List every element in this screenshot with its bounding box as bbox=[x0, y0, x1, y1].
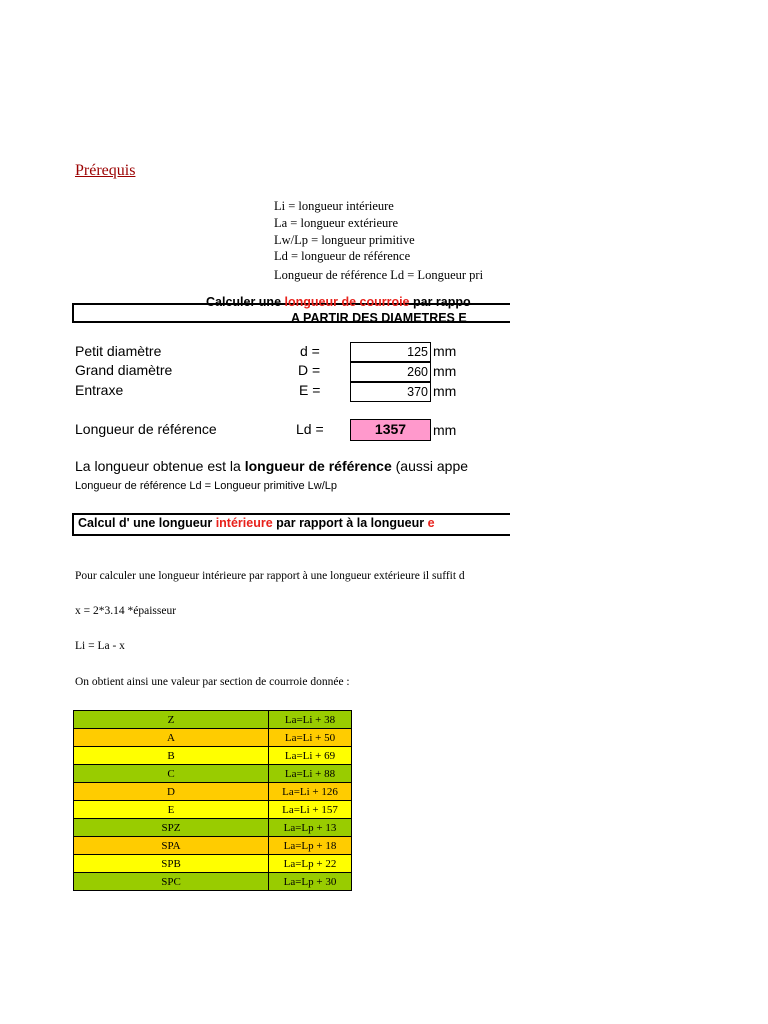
section1-header-line2: A PARTIR DES DIAMETRES E bbox=[291, 311, 467, 325]
input-grand-diametre[interactable]: 260 bbox=[350, 362, 431, 382]
definition-lw: Lw/Lp = longueur primitive bbox=[274, 233, 415, 247]
label-petit-diametre: Petit diamètre bbox=[75, 343, 162, 359]
section-name-cell[interactable]: A bbox=[74, 729, 269, 747]
unit-E: mm bbox=[433, 383, 457, 399]
table-row bbox=[74, 837, 352, 855]
table-row bbox=[74, 711, 352, 729]
section-table bbox=[73, 710, 352, 891]
unit-d: mm bbox=[433, 343, 457, 359]
section-formula-cell[interactable]: La=Lp + 30 bbox=[269, 873, 352, 891]
var-Ld: Ld = bbox=[296, 421, 324, 437]
label-entraxe: Entraxe bbox=[75, 382, 124, 398]
section-formula-cell[interactable]: La=Li + 69 bbox=[269, 747, 352, 765]
table-row bbox=[74, 801, 352, 819]
section-name-cell[interactable]: E bbox=[74, 801, 269, 819]
input-petit-diametre[interactable]: 125 bbox=[350, 342, 431, 362]
var-D: D = bbox=[298, 362, 321, 378]
unit-Ld: mm bbox=[433, 422, 457, 438]
section-formula-cell[interactable]: La=Li + 88 bbox=[269, 765, 352, 783]
unit-D: mm bbox=[433, 363, 457, 379]
definition-ld: Ld = longueur de référence bbox=[274, 249, 411, 263]
formula-x: x = 2*3.14 *épaisseur bbox=[75, 605, 177, 617]
formula-li: Li = La - x bbox=[75, 640, 125, 652]
paragraph-calcul: Pour calculer une longueur intérieure par rapport à une longueur extérieure il suffit d bbox=[75, 570, 465, 582]
section-formula-cell[interactable]: La=Lp + 18 bbox=[269, 837, 352, 855]
section-name-cell[interactable]: SPB bbox=[74, 855, 269, 873]
section-name-cell[interactable]: B bbox=[74, 747, 269, 765]
section-formula-cell[interactable]: La=Li + 38 bbox=[269, 711, 352, 729]
table-row bbox=[74, 765, 352, 783]
prerequis-title: Prérequis bbox=[75, 162, 136, 179]
var-E: E = bbox=[299, 382, 321, 398]
section-formula-cell[interactable]: La=Lp + 22 bbox=[269, 855, 352, 873]
table-row bbox=[74, 819, 352, 837]
definition-la: La = longueur extérieure bbox=[274, 216, 399, 230]
table-row bbox=[74, 783, 352, 801]
table-row bbox=[74, 855, 352, 873]
label-longueur-reference: Longueur de référence bbox=[75, 421, 217, 437]
note-ld-equals-lw: Longueur de référence Ld = Longueur primitive Lw/Lp bbox=[75, 480, 338, 492]
result-ld-value: 1357 bbox=[350, 419, 431, 441]
section-formula-cell[interactable]: La=Li + 126 bbox=[269, 783, 352, 801]
table-row bbox=[74, 729, 352, 747]
input-entraxe[interactable]: 370 bbox=[350, 382, 431, 402]
section-formula-cell[interactable]: La=Lp + 13 bbox=[269, 819, 352, 837]
section-formula-cell[interactable]: La=Li + 50 bbox=[269, 729, 352, 747]
definition-ref: Longueur de référence Ld = Longueur pri bbox=[274, 268, 484, 282]
section1-header-line1: Calculer une longueur de courroie par rappo bbox=[206, 295, 471, 309]
section2-header-text: Calcul d' une longueur intérieure par rapport à la longueur e bbox=[78, 516, 435, 530]
note-longueur-obtenue: La longueur obtenue est la longueur de référence (aussi appe bbox=[75, 458, 469, 474]
section-name-cell[interactable]: SPA bbox=[74, 837, 269, 855]
definition-li: Li = longueur intérieure bbox=[274, 199, 394, 213]
paragraph-obtient: On obtient ainsi une valeur par section de courroie donnée : bbox=[75, 676, 350, 688]
var-d: d = bbox=[300, 343, 320, 359]
section-name-cell[interactable]: SPC bbox=[74, 873, 269, 891]
section-name-cell[interactable]: D bbox=[74, 783, 269, 801]
section-name-cell[interactable]: Z bbox=[74, 711, 269, 729]
section-formula-cell[interactable]: La=Li + 157 bbox=[269, 801, 352, 819]
table-row bbox=[74, 747, 352, 765]
label-grand-diametre: Grand diamètre bbox=[75, 362, 173, 378]
section-name-cell[interactable]: C bbox=[74, 765, 269, 783]
section-name-cell[interactable]: SPZ bbox=[74, 819, 269, 837]
table-row bbox=[74, 873, 352, 891]
